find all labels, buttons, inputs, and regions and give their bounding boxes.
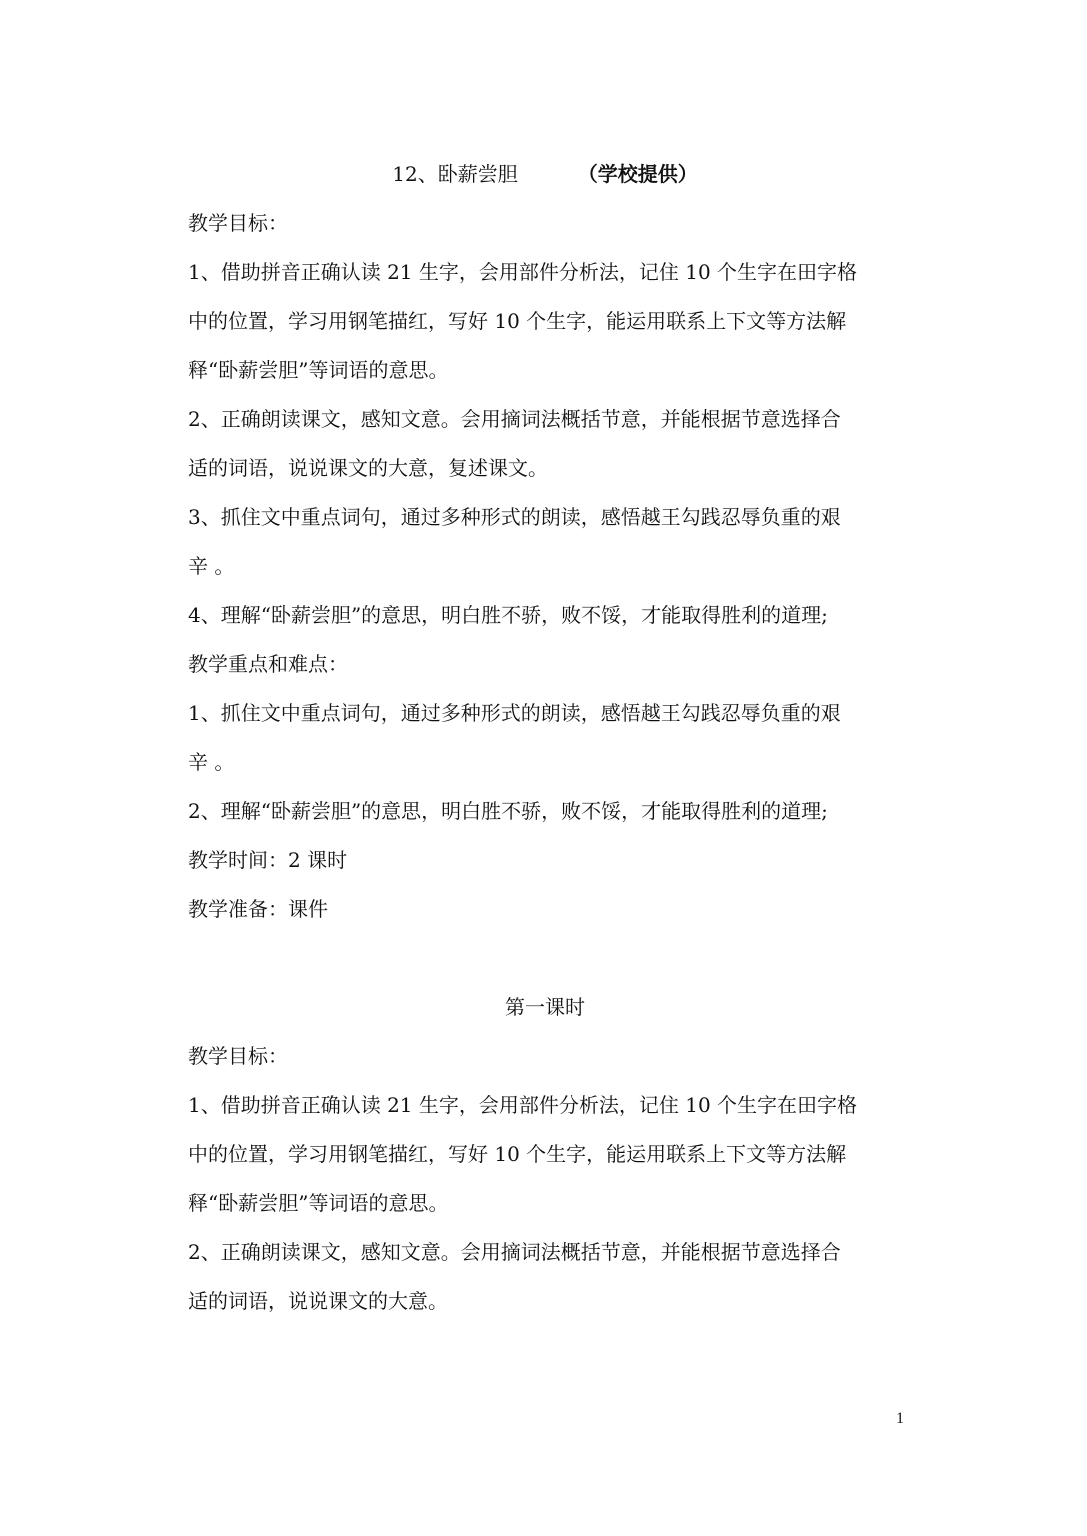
paragraph-line: 1、借助拼音正确认读 21 生字，会用部件分析法，记住 10 个生字在田字格 <box>188 1093 858 1117</box>
section-heading: 第一课时 <box>505 995 585 1019</box>
lesson-title: 12、卧薪尝胆 <box>392 162 518 186</box>
paragraph-line: 辛 。 <box>188 554 235 578</box>
document-body <box>188 150 902 1326</box>
paragraph-line: 教学目标： <box>188 1044 288 1068</box>
paragraph-line: 教学重点和难点： <box>188 652 348 676</box>
paragraph-line: 2、理解“卧薪尝胆”的意思，明白胜不骄，败不馁，才能取得胜利的道理; <box>188 799 828 823</box>
paragraph-line: 中的位置，学习用钢笔描红，写好 10 个生字，能运用联系上下文等方法解 <box>188 1142 847 1166</box>
paragraph-line: 适的词语，说说课文的大意，复述课文。 <box>188 456 548 480</box>
paragraph-line: 4、理解“卧薪尝胆”的意思，明白胜不骄，败不馁，才能取得胜利的道理; <box>188 603 828 627</box>
paragraph-line: 1、抓住文中重点词句，通过多种形式的朗读，感悟越王勾践忍辱负重的艰 <box>188 701 841 725</box>
paragraph-line: 2、正确朗读课文，感知文意。会用摘词法概括节意，并能根据节意选择合 <box>188 407 841 431</box>
paragraph-line: 3、抓住文中重点词句，通过多种形式的朗读，感悟越王勾践忍辱负重的艰 <box>188 505 841 529</box>
paragraph-line: 适的词语，说说课文的大意。 <box>188 1289 448 1313</box>
paragraph-line: 2、正确朗读课文，感知文意。会用摘词法概括节意，并能根据节意选择合 <box>188 1240 841 1264</box>
paragraph-line: 释“卧薪尝胆”等词语的意思。 <box>188 358 449 382</box>
title-note: （学校提供） <box>577 162 698 186</box>
page-number: 1 <box>896 1410 904 1427</box>
paragraph-line: 教学时间：2 课时 <box>188 848 348 872</box>
paragraph-line: 辛 。 <box>188 750 235 774</box>
document-title <box>188 150 902 199</box>
paragraph-line: 1、借助拼音正确认读 21 生字，会用部件分析法，记住 10 个生字在田字格 <box>188 260 858 284</box>
paragraph-line: 教学目标： <box>188 211 288 235</box>
paragraph-line: 中的位置，学习用钢笔描红，写好 10 个生字，能运用联系上下文等方法解 <box>188 309 847 333</box>
paragraph-line: 释“卧薪尝胆”等词语的意思。 <box>188 1191 449 1215</box>
blank-line <box>188 934 902 983</box>
paragraph-line: 教学准备：课件 <box>188 897 328 921</box>
